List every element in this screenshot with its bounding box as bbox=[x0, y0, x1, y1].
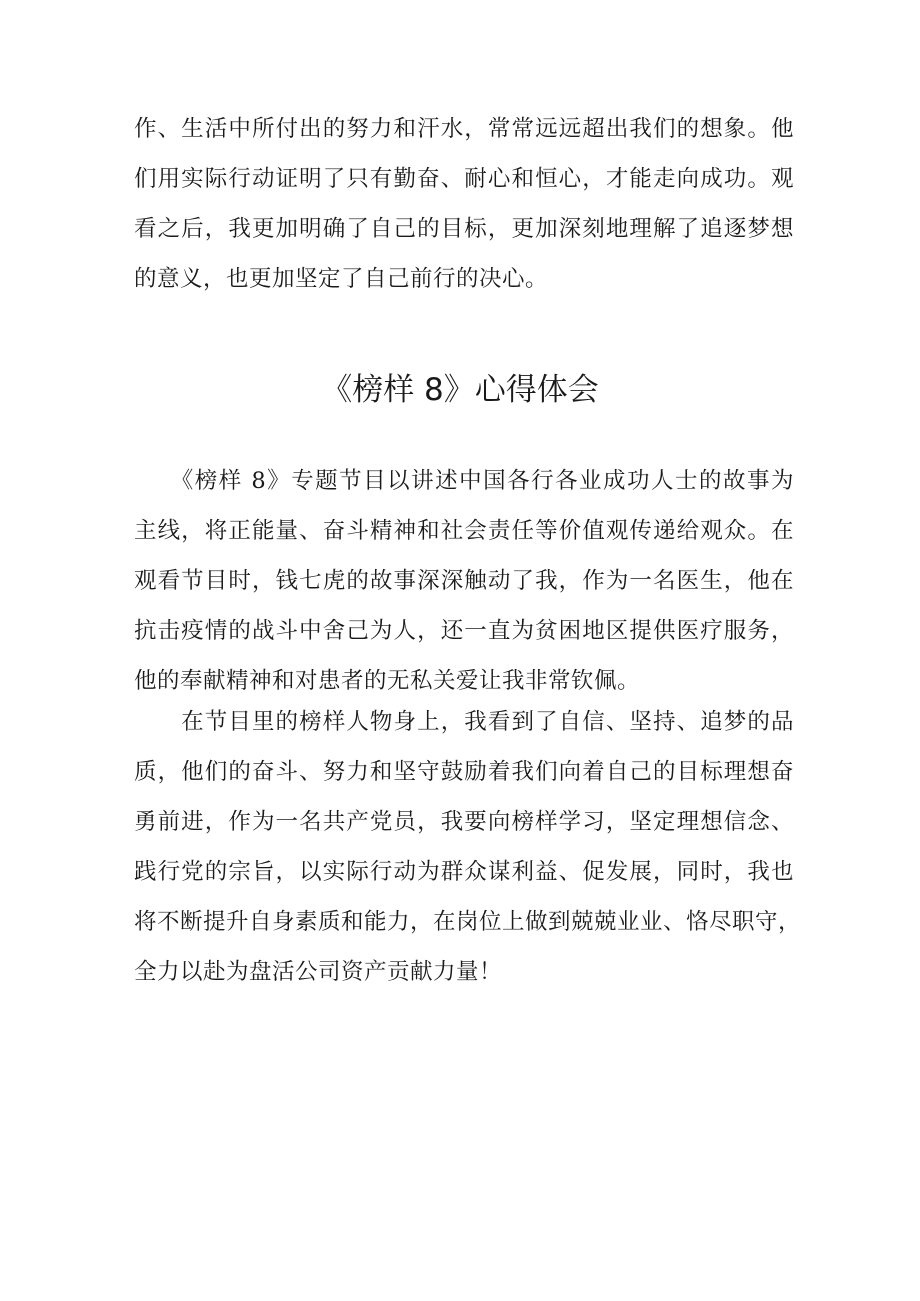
paragraph-line: 他的奉献精神和对患者的无私关爱让我非常钦佩。 bbox=[134, 668, 641, 694]
paragraph-line: 勇前进，作为一名共产党员，我要向榜样学习，坚定理想信念、 bbox=[134, 809, 794, 835]
paragraph-line: 观看节目时，钱七虎的故事深深触动了我，作为一名医生，他在 bbox=[134, 568, 794, 594]
page-title: 《榜样 8》心得体会 bbox=[321, 372, 599, 408]
intro-paragraph bbox=[134, 104, 794, 304]
paragraph-line: 将不断提升自身素质和能力，在岗位上做到兢兢业业、恪尽职守， bbox=[134, 909, 802, 935]
paragraph-line: 质，他们的奋斗、努力和坚守鼓励着我们向着自己的目标理想奋 bbox=[134, 759, 794, 785]
paragraph-line: 们用实际行动证明了只有勤奋、耐心和恒心，才能走向成功。观 bbox=[134, 166, 794, 192]
paragraph-line: 看之后，我更加明确了自己的目标，更加深刻地理解了追逐梦想 bbox=[134, 216, 794, 242]
body-paragraph-2 bbox=[134, 697, 802, 997]
paragraph-line: 抗击疫情的战斗中舍己为人，还一直为贫困地区提供医疗服务， bbox=[134, 618, 794, 644]
body-paragraph-1 bbox=[134, 456, 794, 706]
paragraph-line: 全力以赴为盘活公司资产贡献力量！ bbox=[134, 959, 503, 985]
paragraph-line: 践行党的宗旨，以实际行动为群众谋利益、促发展，同时，我也 bbox=[134, 859, 794, 885]
paragraph-line: 《榜样 8》专题节目以讲述中国各行各业成功人士的故事为 bbox=[134, 468, 794, 494]
paragraph-line: 的意义，也更加坚定了自己前行的决心。 bbox=[134, 266, 549, 292]
paragraph-line: 作、生活中所付出的努力和汗水，常常远远超出我们的想象。他 bbox=[134, 116, 794, 142]
paragraph-line: 主线，将正能量、奋斗精神和社会责任等价值观传递给观众。在 bbox=[134, 518, 794, 544]
paragraph-line: 在节目里的榜样人物身上，我看到了自信、坚持、追梦的品 bbox=[134, 709, 794, 735]
